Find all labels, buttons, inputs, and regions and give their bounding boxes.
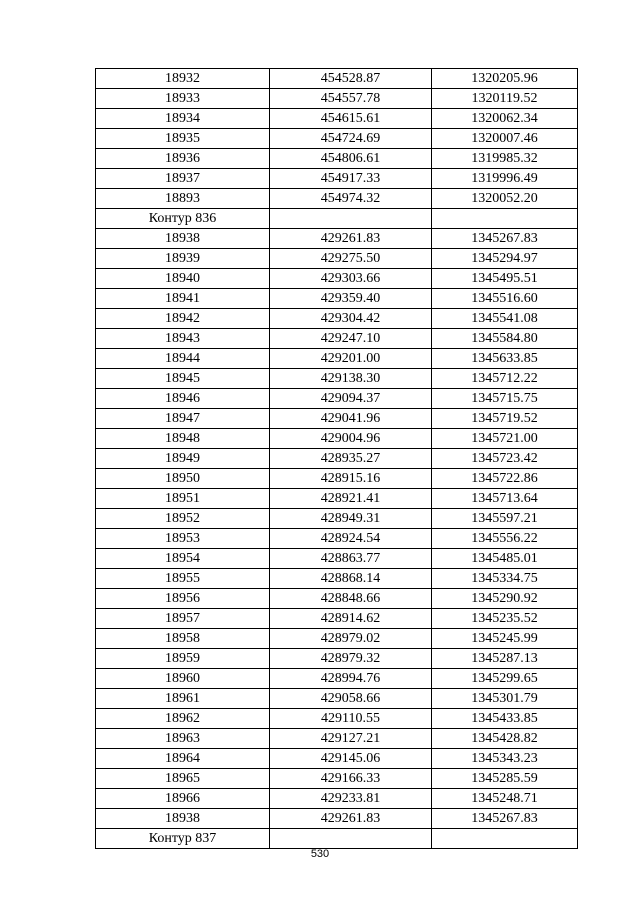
x-coordinate-cell: 454557.78 — [270, 89, 432, 109]
point-number-cell: 18964 — [96, 749, 270, 769]
y-coordinate-cell: 1320062.34 — [432, 109, 578, 129]
empty-cell — [432, 829, 578, 849]
table-row — [96, 409, 578, 429]
point-number-cell: 18939 — [96, 249, 270, 269]
y-coordinate-cell: 1345285.59 — [432, 769, 578, 789]
y-coordinate-cell: 1345267.83 — [432, 229, 578, 249]
point-number-cell: 18965 — [96, 769, 270, 789]
point-number-cell: 18950 — [96, 469, 270, 489]
point-number-cell: 18958 — [96, 629, 270, 649]
x-coordinate-cell: 428949.31 — [270, 509, 432, 529]
table-row — [96, 749, 578, 769]
x-coordinate-cell: 454917.33 — [270, 169, 432, 189]
table-row — [96, 109, 578, 129]
point-number-cell: 18938 — [96, 809, 270, 829]
empty-cell — [432, 209, 578, 229]
coordinates-table-body — [96, 69, 578, 849]
x-coordinate-cell: 429233.81 — [270, 789, 432, 809]
table-row — [96, 469, 578, 489]
point-number-cell: 18938 — [96, 229, 270, 249]
x-coordinate-cell: 454806.61 — [270, 149, 432, 169]
x-coordinate-cell: 429127.21 — [270, 729, 432, 749]
point-number-cell: 18940 — [96, 269, 270, 289]
y-coordinate-cell: 1345495.51 — [432, 269, 578, 289]
y-coordinate-cell: 1320119.52 — [432, 89, 578, 109]
contour-header-row — [96, 209, 578, 229]
table-row — [96, 449, 578, 469]
empty-cell — [270, 829, 432, 849]
point-number-cell: 18949 — [96, 449, 270, 469]
table-row — [96, 369, 578, 389]
table-row — [96, 269, 578, 289]
x-coordinate-cell: 454724.69 — [270, 129, 432, 149]
table-row — [96, 649, 578, 669]
point-number-cell: 18951 — [96, 489, 270, 509]
y-coordinate-cell: 1345245.99 — [432, 629, 578, 649]
y-coordinate-cell: 1345290.92 — [432, 589, 578, 609]
x-coordinate-cell: 454528.87 — [270, 69, 432, 89]
table-row — [96, 169, 578, 189]
point-number-cell: 18959 — [96, 649, 270, 669]
table-row — [96, 509, 578, 529]
x-coordinate-cell: 429110.55 — [270, 709, 432, 729]
y-coordinate-cell: 1320205.96 — [432, 69, 578, 89]
x-coordinate-cell: 429041.96 — [270, 409, 432, 429]
table-row — [96, 189, 578, 209]
y-coordinate-cell: 1345334.75 — [432, 569, 578, 589]
x-coordinate-cell: 429304.42 — [270, 309, 432, 329]
point-number-cell: 18941 — [96, 289, 270, 309]
point-number-cell: 18948 — [96, 429, 270, 449]
x-coordinate-cell: 429261.83 — [270, 809, 432, 829]
table-row — [96, 149, 578, 169]
y-coordinate-cell: 1345721.00 — [432, 429, 578, 449]
coordinates-table — [95, 68, 578, 849]
contour-label: Контур 837 — [96, 829, 270, 849]
table-row — [96, 389, 578, 409]
y-coordinate-cell: 1345633.85 — [432, 349, 578, 369]
table-row — [96, 329, 578, 349]
point-number-cell: 18963 — [96, 729, 270, 749]
contour-label: Контур 836 — [96, 209, 270, 229]
point-number-cell: 18966 — [96, 789, 270, 809]
page-number: 530 — [310, 848, 330, 860]
table-row — [96, 669, 578, 689]
y-coordinate-cell: 1345597.21 — [432, 509, 578, 529]
x-coordinate-cell: 428921.41 — [270, 489, 432, 509]
y-coordinate-cell: 1345722.86 — [432, 469, 578, 489]
y-coordinate-cell: 1345267.83 — [432, 809, 578, 829]
point-number-cell: 18946 — [96, 389, 270, 409]
y-coordinate-cell: 1320007.46 — [432, 129, 578, 149]
y-coordinate-cell: 1345343.23 — [432, 749, 578, 769]
y-coordinate-cell: 1345287.13 — [432, 649, 578, 669]
table-row — [96, 789, 578, 809]
y-coordinate-cell: 1319985.32 — [432, 149, 578, 169]
table-row — [96, 489, 578, 509]
table-row — [96, 289, 578, 309]
y-coordinate-cell: 1345715.75 — [432, 389, 578, 409]
x-coordinate-cell: 429275.50 — [270, 249, 432, 269]
x-coordinate-cell: 428868.14 — [270, 569, 432, 589]
x-coordinate-cell: 428914.62 — [270, 609, 432, 629]
x-coordinate-cell: 454974.32 — [270, 189, 432, 209]
x-coordinate-cell: 429145.06 — [270, 749, 432, 769]
x-coordinate-cell: 428994.76 — [270, 669, 432, 689]
y-coordinate-cell: 1345235.52 — [432, 609, 578, 629]
y-coordinate-cell: 1345723.42 — [432, 449, 578, 469]
contour-header-row — [96, 829, 578, 849]
x-coordinate-cell: 429247.10 — [270, 329, 432, 349]
point-number-cell: 18952 — [96, 509, 270, 529]
empty-cell — [270, 209, 432, 229]
table-row — [96, 529, 578, 549]
point-number-cell: 18960 — [96, 669, 270, 689]
table-row — [96, 689, 578, 709]
table-row — [96, 69, 578, 89]
x-coordinate-cell: 428935.27 — [270, 449, 432, 469]
table-row — [96, 129, 578, 149]
point-number-cell: 18934 — [96, 109, 270, 129]
x-coordinate-cell: 429303.66 — [270, 269, 432, 289]
y-coordinate-cell: 1320052.20 — [432, 189, 578, 209]
table-row — [96, 769, 578, 789]
x-coordinate-cell: 428979.32 — [270, 649, 432, 669]
y-coordinate-cell: 1345433.85 — [432, 709, 578, 729]
y-coordinate-cell: 1345299.65 — [432, 669, 578, 689]
point-number-cell: 18943 — [96, 329, 270, 349]
point-number-cell: 18955 — [96, 569, 270, 589]
y-coordinate-cell: 1345516.60 — [432, 289, 578, 309]
table-row — [96, 549, 578, 569]
x-coordinate-cell: 429261.83 — [270, 229, 432, 249]
point-number-cell: 18956 — [96, 589, 270, 609]
x-coordinate-cell: 429094.37 — [270, 389, 432, 409]
point-number-cell: 18942 — [96, 309, 270, 329]
table-row — [96, 709, 578, 729]
table-row — [96, 249, 578, 269]
table-row — [96, 429, 578, 449]
table-row — [96, 609, 578, 629]
y-coordinate-cell: 1345428.82 — [432, 729, 578, 749]
x-coordinate-cell: 429359.40 — [270, 289, 432, 309]
table-row — [96, 89, 578, 109]
point-number-cell: 18962 — [96, 709, 270, 729]
y-coordinate-cell: 1345712.22 — [432, 369, 578, 389]
point-number-cell: 18947 — [96, 409, 270, 429]
point-number-cell: 18961 — [96, 689, 270, 709]
y-coordinate-cell: 1319996.49 — [432, 169, 578, 189]
table-row — [96, 309, 578, 329]
x-coordinate-cell: 429138.30 — [270, 369, 432, 389]
x-coordinate-cell: 429166.33 — [270, 769, 432, 789]
point-number-cell: 18893 — [96, 189, 270, 209]
point-number-cell: 18932 — [96, 69, 270, 89]
y-coordinate-cell: 1345719.52 — [432, 409, 578, 429]
table-row — [96, 729, 578, 749]
x-coordinate-cell: 454615.61 — [270, 109, 432, 129]
y-coordinate-cell: 1345248.71 — [432, 789, 578, 809]
point-number-cell: 18933 — [96, 89, 270, 109]
y-coordinate-cell: 1345713.64 — [432, 489, 578, 509]
y-coordinate-cell: 1345541.08 — [432, 309, 578, 329]
point-number-cell: 18937 — [96, 169, 270, 189]
x-coordinate-cell: 428915.16 — [270, 469, 432, 489]
y-coordinate-cell: 1345556.22 — [432, 529, 578, 549]
x-coordinate-cell: 428979.02 — [270, 629, 432, 649]
point-number-cell: 18935 — [96, 129, 270, 149]
table-row — [96, 589, 578, 609]
y-coordinate-cell: 1345294.97 — [432, 249, 578, 269]
table-row — [96, 569, 578, 589]
point-number-cell: 18936 — [96, 149, 270, 169]
x-coordinate-cell: 429058.66 — [270, 689, 432, 709]
table-row — [96, 229, 578, 249]
y-coordinate-cell: 1345301.79 — [432, 689, 578, 709]
x-coordinate-cell: 428848.66 — [270, 589, 432, 609]
y-coordinate-cell: 1345485.01 — [432, 549, 578, 569]
x-coordinate-cell: 428863.77 — [270, 549, 432, 569]
x-coordinate-cell: 429004.96 — [270, 429, 432, 449]
y-coordinate-cell: 1345584.80 — [432, 329, 578, 349]
table-row — [96, 629, 578, 649]
point-number-cell: 18953 — [96, 529, 270, 549]
point-number-cell: 18945 — [96, 369, 270, 389]
point-number-cell: 18957 — [96, 609, 270, 629]
table-row — [96, 809, 578, 829]
table-row — [96, 349, 578, 369]
point-number-cell: 18954 — [96, 549, 270, 569]
point-number-cell: 18944 — [96, 349, 270, 369]
x-coordinate-cell: 429201.00 — [270, 349, 432, 369]
x-coordinate-cell: 428924.54 — [270, 529, 432, 549]
